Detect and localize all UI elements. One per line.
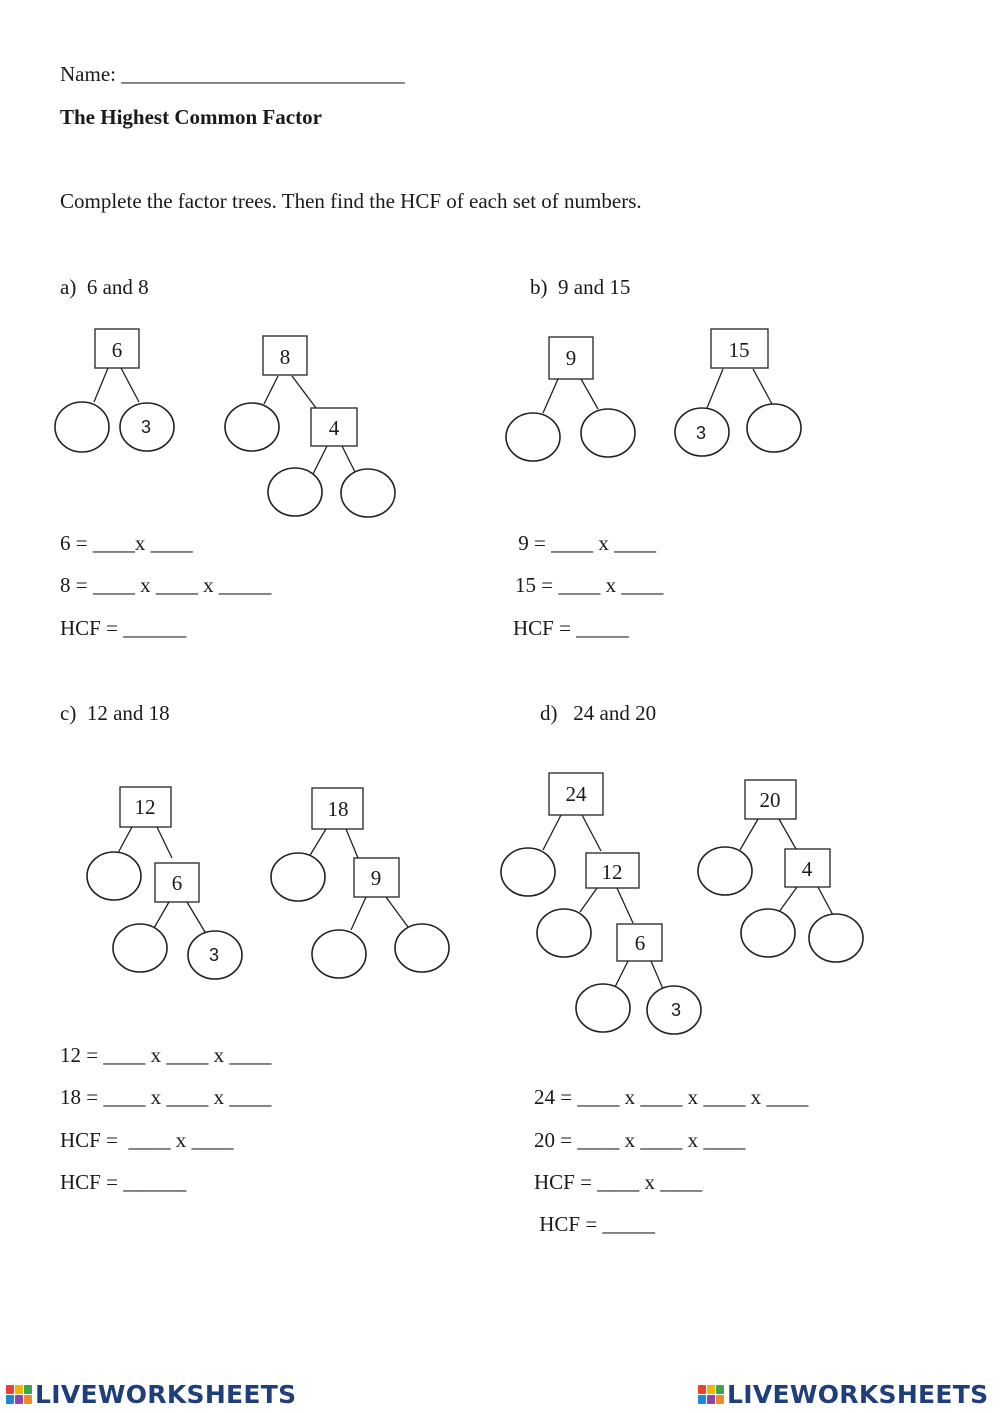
answer-circle[interactable] [87, 852, 141, 900]
name-field-label: Name: ___________________________ [60, 62, 405, 86]
liveworksheets-logo-left [6, 1381, 296, 1407]
answer-circle[interactable] [395, 924, 449, 972]
factor-tree-9 [506, 337, 635, 461]
problem-d-label: d) 24 and 20 [540, 701, 657, 725]
tree-12-node: 6 [171, 871, 183, 895]
answer-circle[interactable] [501, 848, 555, 896]
tree-24-node-12: 12 [601, 860, 623, 884]
answer-line[interactable]: 15 = ____ x ____ [515, 573, 664, 597]
logo-mark-icon [6, 1385, 32, 1404]
tree-8-node: 4 [328, 416, 340, 440]
tree-12-root: 12 [134, 795, 156, 819]
answer-line[interactable]: HCF = ____ x ____ [60, 1128, 234, 1152]
tree-24-root: 24 [565, 782, 587, 806]
answer-circle[interactable] [698, 847, 752, 895]
brand-name: LIVEWORKSHEETS [35, 1379, 297, 1409]
tree-6-root: 6 [111, 338, 123, 362]
answer-circle[interactable] [809, 914, 863, 962]
tree-18-node: 9 [370, 866, 382, 890]
answer-line[interactable]: 6 = ____x ____ [60, 531, 193, 555]
answer-circle[interactable] [741, 909, 795, 957]
instructions: Complete the factor trees. Then find the HCF of each set of numbers. [60, 189, 642, 213]
problem-c-label: c) 12 and 18 [60, 701, 170, 725]
problem-b-label: b) 9 and 15 [530, 275, 631, 299]
answer-line[interactable]: 18 = ____ x ____ x ____ [60, 1085, 272, 1109]
factor-tree-15 [675, 329, 801, 456]
answer-line[interactable]: 9 = ____ x ____ [513, 531, 657, 555]
answer-line[interactable]: 24 = ____ x ____ x ____ x ____ [534, 1085, 809, 1109]
answer-circle[interactable] [268, 468, 322, 516]
problem-a-label: a) 6 and 8 [60, 275, 149, 299]
answer-circle[interactable] [341, 469, 395, 517]
answer-circle[interactable] [312, 930, 366, 978]
factor-tree-8 [225, 336, 395, 517]
brand-name: LIVEWORKSHEETS [727, 1379, 989, 1409]
answer-circle[interactable] [271, 853, 325, 901]
answer-line[interactable]: HCF = ____ x ____ [534, 1170, 703, 1194]
tree-15-root: 15 [728, 338, 750, 362]
factor-tree-6 [55, 329, 174, 452]
liveworksheets-logo-right [698, 1381, 988, 1407]
answer-circle[interactable] [576, 984, 630, 1032]
answer-circle[interactable] [55, 402, 109, 452]
answer-circle[interactable] [537, 909, 591, 957]
factor-tree-20 [698, 780, 863, 962]
answer-circle[interactable] [113, 924, 167, 972]
tree-20-node: 4 [801, 857, 813, 881]
page-title: The Highest Common Factor [60, 105, 322, 129]
answer-line[interactable]: HCF = ______ [60, 616, 187, 640]
factor-tree-18 [271, 788, 449, 978]
tree-6-leaf: 3 [140, 417, 152, 437]
answer-line[interactable]: HCF = _____ [513, 616, 629, 640]
answer-line[interactable]: HCF = ______ [60, 1170, 187, 1194]
answer-line[interactable]: 8 = ____ x ____ x _____ [60, 573, 272, 597]
tree-18-root: 18 [327, 797, 349, 821]
tree-8-root: 8 [279, 345, 291, 369]
answer-circle[interactable] [581, 409, 635, 457]
tree-9-root: 9 [565, 346, 577, 370]
factor-tree-24 [501, 773, 701, 1034]
tree-24-node-6: 6 [634, 931, 646, 955]
answer-line[interactable]: 20 = ____ x ____ x ____ [534, 1128, 746, 1152]
answer-circle[interactable] [747, 404, 801, 452]
tree-20-root: 20 [759, 788, 781, 812]
factor-tree-12 [87, 787, 242, 979]
answer-circle[interactable] [506, 413, 560, 461]
logo-mark-icon [698, 1385, 724, 1404]
tree-12-leaf: 3 [208, 945, 220, 965]
tree-15-leaf: 3 [695, 423, 707, 443]
answer-line[interactable]: HCF = _____ [534, 1212, 655, 1236]
answer-circle[interactable] [225, 403, 279, 451]
answer-line[interactable]: 12 = ____ x ____ x ____ [60, 1043, 272, 1067]
tree-24-leaf: 3 [670, 1000, 682, 1020]
